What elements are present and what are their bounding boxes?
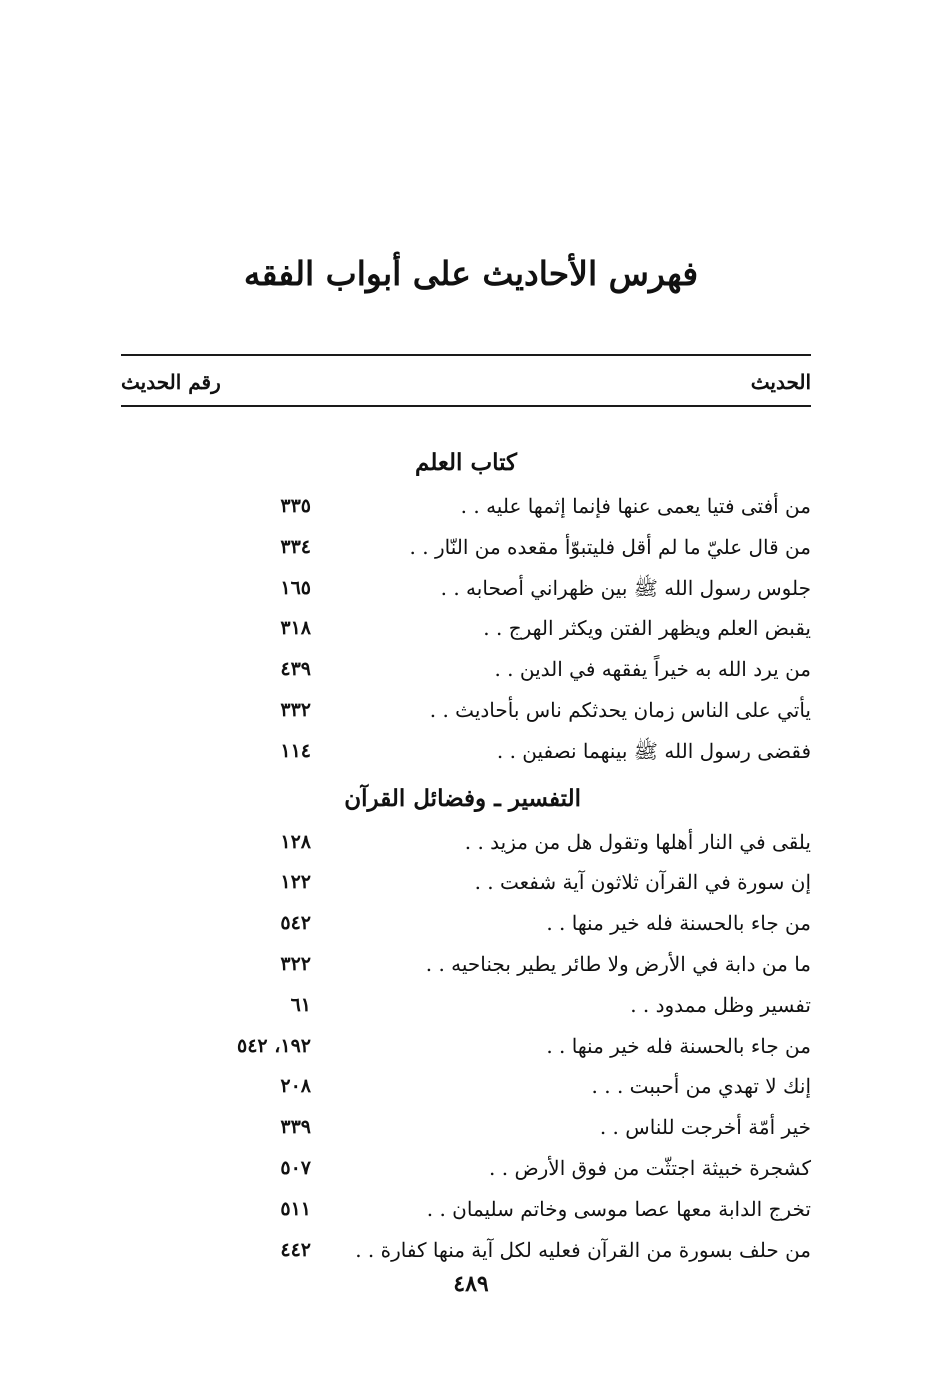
hadith-number: ٣٣٥ [280, 495, 311, 517]
hadith-text: تفسير وظل ممدود . . [630, 992, 811, 1017]
hadith-text: تخرج الدابة معها عصا موسى وخاتم سليمان . . [426, 1196, 811, 1221]
hadith-entry [121, 1230, 811, 1271]
hadith-entry [121, 1066, 811, 1107]
hadith-entry [121, 690, 811, 731]
hadith-entry [121, 903, 811, 944]
hadith-entry [121, 1311, 811, 1352]
hadith-text: من جاء بالحسنة فله خير منها . . [546, 911, 811, 936]
hadith-entry [121, 944, 811, 985]
section-heading-tafsir: التفسير ـ وفضائل القرآن [344, 784, 581, 812]
hadith-number: ١٢٢ [280, 871, 311, 894]
hadith-number: ٣٣٩ [280, 1116, 311, 1139]
hadith-number: ٥٠٧ [280, 1156, 311, 1179]
hadith-number: ٢٠٨ [280, 1075, 311, 1098]
hadith-number-column-header: رقم الحديث [121, 370, 221, 394]
hadith-number: ٤٤٢ [280, 1238, 311, 1261]
hadith-entry [121, 731, 811, 772]
hadith-entry [121, 1026, 811, 1067]
section-heading-knowledge: كتاب العلم [415, 449, 517, 476]
header-top-rule [121, 354, 811, 356]
hadith-entry [121, 568, 811, 609]
hadith-number: ١١٤ [280, 739, 311, 762]
page-title: فهرس الأحاديث على أبواب الفقه [243, 254, 699, 293]
hadith-number: ١٩٢، ٥٤٢ [237, 1034, 311, 1057]
header-bottom-rule [121, 405, 811, 407]
hadith-entry [121, 985, 811, 1026]
hadith-text: يقبض العلم ويظهر الفتن ويكثر الهرج . . [483, 616, 811, 641]
table-header [121, 366, 811, 398]
hadith-entry [121, 1189, 811, 1230]
hadith-entry [121, 608, 811, 649]
hadith-entry [121, 822, 811, 863]
hadith-text: جلوس رسول الله ﷺ بين ظهراني أصحابه . . [440, 575, 811, 600]
hadith-text: إن سورة في القرآن ثلاثون آية شفعت . . [474, 870, 811, 895]
hadith-text: ما من دابة في الأرض ولا طائر يطير بجناحيه . . [425, 951, 811, 976]
hadith-text: من قال عليّ ما لم أقل فليتبوّأ مقعده من النّار . . [409, 534, 811, 559]
page-number: ٤٨٩ [453, 1271, 489, 1297]
hadith-text: يأتي على الناس زمان يحدثكم ناس بأحاديث . . [429, 697, 811, 722]
hadith-number: ٣٣٢ [280, 698, 311, 721]
hadith-entry [121, 486, 811, 527]
hadith-number: ٣١٨ [280, 617, 311, 640]
hadith-number: ٣٢٢ [280, 952, 311, 975]
hadith-text: كشجرة خبيثة اجتثّت من فوق الأرض . . [489, 1155, 811, 1180]
hadith-entry [121, 862, 811, 903]
hadith-column-header: الحديث [750, 370, 811, 394]
hadith-entry [121, 1148, 811, 1189]
hadith-text: خير أمّة أخرجت للناس . . [599, 1115, 811, 1140]
hadith-text: من أفتى فتيا يعمى عنها فإنما إثمها عليه . . [460, 494, 811, 518]
hadith-number: ٦١ [290, 993, 311, 1016]
hadith-index [121, 446, 811, 1352]
hadith-number: ٥١١ [280, 1197, 311, 1220]
hadith-number: ٥٤٢ [280, 912, 311, 935]
hadith-number: ٤٣٩ [280, 658, 311, 681]
hadith-text: من جاء بالحسنة فله خير منها . . [546, 1033, 811, 1058]
hadith-text: من حلف بسورة من القرآن فعليه لكل آية منها كفارة . . [355, 1237, 811, 1262]
hadith-text: إنك لا تهدي من أحببت . . . [591, 1074, 811, 1099]
hadith-entry [121, 649, 811, 690]
hadith-number: ١٢٨ [280, 830, 311, 853]
hadith-number: ٣٣٤ [280, 535, 311, 558]
hadith-number: ١٦٥ [280, 576, 311, 599]
hadith-text: يلقى في النار أهلها وتقول هل من مزيد . . [464, 829, 811, 854]
hadith-text: من يرد الله به خيراً يفقهه في الدين . . [494, 657, 811, 682]
hadith-text: فقضى رسول الله ﷺ بينهما نصفين . . [496, 738, 811, 763]
hadith-entry [121, 527, 811, 568]
hadith-entry [121, 1107, 811, 1148]
